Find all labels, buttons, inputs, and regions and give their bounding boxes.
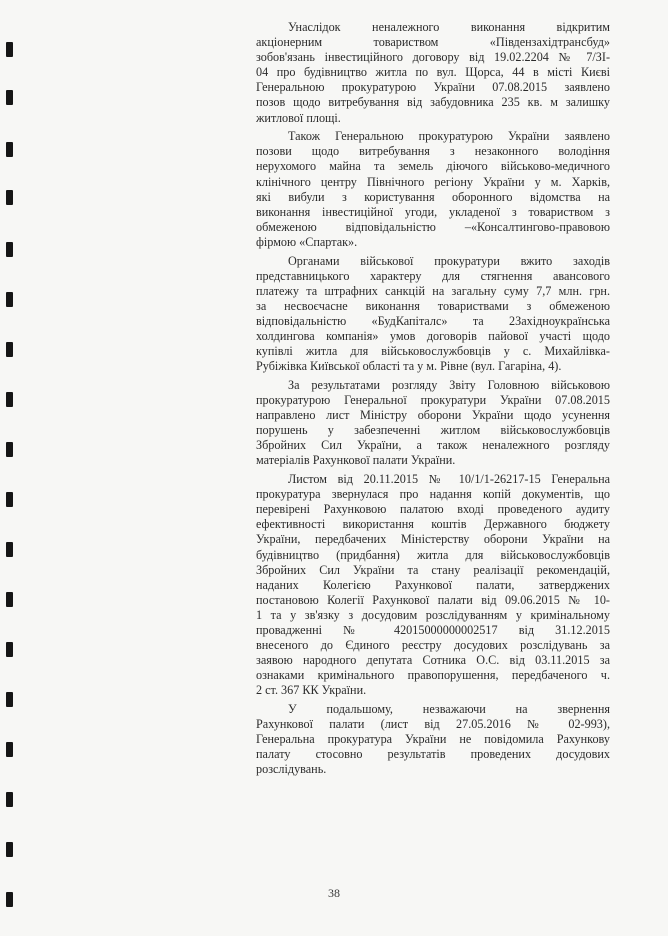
- text-line: 04 про будівництво житла по вул. Щорса, 44 в місті Києві: [256, 65, 610, 80]
- binding-holes: [6, 30, 14, 930]
- text-line: прокуратурою Генеральної прокуратури України 07.08.2015: [256, 393, 610, 408]
- text-line: направлено лист Міністру оборони України щодо усунення: [256, 408, 610, 423]
- binding-hole: [6, 792, 13, 807]
- text-line: 2 ст. 367 КК України.: [256, 683, 367, 698]
- text-line: Також Генеральною прокуратурою України заявлено: [288, 129, 610, 144]
- binding-hole: [6, 142, 13, 157]
- binding-hole: [6, 492, 13, 507]
- text-line: виконання інвестиційної угоди, укладеної з товариством з: [256, 204, 610, 219]
- paragraph: [256, 129, 610, 250]
- text-line: провадженні № 42015000000002517 від 31.12.2015: [256, 623, 610, 638]
- text-line: фірмою «Спартак».: [256, 234, 358, 249]
- text-line: Унаслідок неналежного виконання відкритим: [288, 20, 610, 34]
- text-line: ознаками кримінального правопорушення, передбаченого ч.: [256, 668, 610, 683]
- text-line: Генеральною прокуратурою України 07.08.2015 заявлено: [256, 80, 610, 95]
- text-line: платежу та штрафних санкцій на загальну суму 7,7 млн. грн.: [256, 283, 610, 298]
- text-line: обмеженою відповідальністю –«Консалтингово-правовою: [256, 219, 610, 234]
- text-line: Збройних Сил України, а також неналежного розгляду: [256, 438, 610, 453]
- text-line: позов щодо витребування від забудовника 235 кв. м залишку: [256, 95, 610, 110]
- text-line: акціонерним товариством «Південзахідтрансбуд»: [256, 35, 610, 50]
- binding-hole: [6, 190, 13, 205]
- text-line: За результатами розгляду Звіту Головною військовою: [288, 377, 610, 392]
- text-line: житлової площі.: [256, 110, 341, 125]
- binding-hole: [6, 242, 13, 257]
- text-line: будівництво (придбання) житла для військовослужбовців: [256, 547, 610, 562]
- binding-hole: [6, 642, 13, 657]
- text-line: клінічного центру Північного регіону України у м. Харків,: [256, 174, 610, 189]
- text-line: порушень у забезпеченні житлом військовослужбовців: [256, 423, 610, 438]
- text-line: які вибули з користування оборонного відомства на: [256, 189, 610, 204]
- text-line: зобов'язань інвестиційного договору від 19.02.2204 № 7/ЗІ-: [256, 50, 610, 65]
- text-line: Листом від 20.11.2015 № 10/1/1-26217-15 Генеральна: [288, 472, 610, 487]
- page-number: 38: [328, 886, 340, 900]
- text-line: розслідувань.: [256, 762, 327, 777]
- paragraph: [256, 702, 610, 777]
- text-line: нерухомого майна та земель діючого військово-медичного: [256, 159, 610, 174]
- text-line: холдингова компанія» умов договорів пайової участі щодо: [256, 329, 610, 344]
- binding-hole: [6, 742, 13, 757]
- binding-hole: [6, 592, 13, 607]
- paragraph: [256, 254, 610, 375]
- binding-hole: [6, 292, 13, 307]
- text-line: наданих Колегією Рахункової палати, затверджених: [256, 577, 610, 592]
- binding-hole: [6, 42, 13, 57]
- binding-hole: [6, 342, 13, 357]
- paragraph: [256, 378, 610, 469]
- binding-hole: [6, 542, 13, 557]
- text-line: купівлі житла для військовослужбовців у с. Михайлівка-: [256, 344, 610, 359]
- text-line: постановою Колегії Рахункової палати від 09.06.2015 № 10-: [256, 592, 610, 607]
- text-line: ефективності використання коштів Державного бюджету: [256, 517, 610, 532]
- text-line: матеріалів Рахункової палати України.: [256, 453, 456, 468]
- binding-hole: [6, 692, 13, 707]
- text-line: Органами військової прокуратури вжито заходів: [288, 253, 610, 268]
- text-line: Рубіжівка Київської області та у м. Рівне (вул. Гагаріна, 4).: [256, 359, 562, 374]
- text-line: представницького характеру для стягнення авансового: [256, 268, 610, 283]
- text-line: України, передбачених Міністерству оборони України на: [256, 532, 610, 547]
- text-line: прокуратура звернулася про надання копій документів, що: [256, 487, 610, 502]
- text-line: внесеного до Єдиного реєстру досудових розслідувань за: [256, 638, 610, 653]
- text-line: Генеральна прокуратура України не повідомила Рахункову: [256, 732, 610, 747]
- text-line: позови щодо витребування з незаконного володіння: [256, 144, 610, 159]
- text-line: заявою народного депутата Сотника О.С. від 03.11.2015 за: [256, 653, 610, 668]
- paragraph: [256, 20, 610, 126]
- text-line: перевірені Рахунковою палатою вході проведеного аудиту: [256, 502, 610, 517]
- body-text: [256, 20, 610, 781]
- binding-hole: [6, 842, 13, 857]
- binding-hole: [6, 90, 13, 105]
- text-line: за несвоєчасне виконання товариствами з обмеженою: [256, 298, 610, 313]
- binding-hole: [6, 392, 13, 407]
- text-line: відповідальністю «БудКапіталс» та 2Західноукраїнська: [256, 313, 610, 328]
- text-line: палату стосовно результатів проведених досудових: [256, 747, 610, 762]
- text-line: 1 та у зв'язку з досудовим розслідуванням у кримінальному: [256, 607, 610, 622]
- binding-hole: [6, 442, 13, 457]
- paragraph: [256, 472, 610, 698]
- text-line: Збройних Сил України та стану реалізації рекомендацій,: [256, 562, 610, 577]
- text-line: У подальшому, незважаючи на звернення: [288, 702, 610, 717]
- text-line: Рахункової палати (лист від 27.05.2016 № 02-993),: [256, 717, 610, 732]
